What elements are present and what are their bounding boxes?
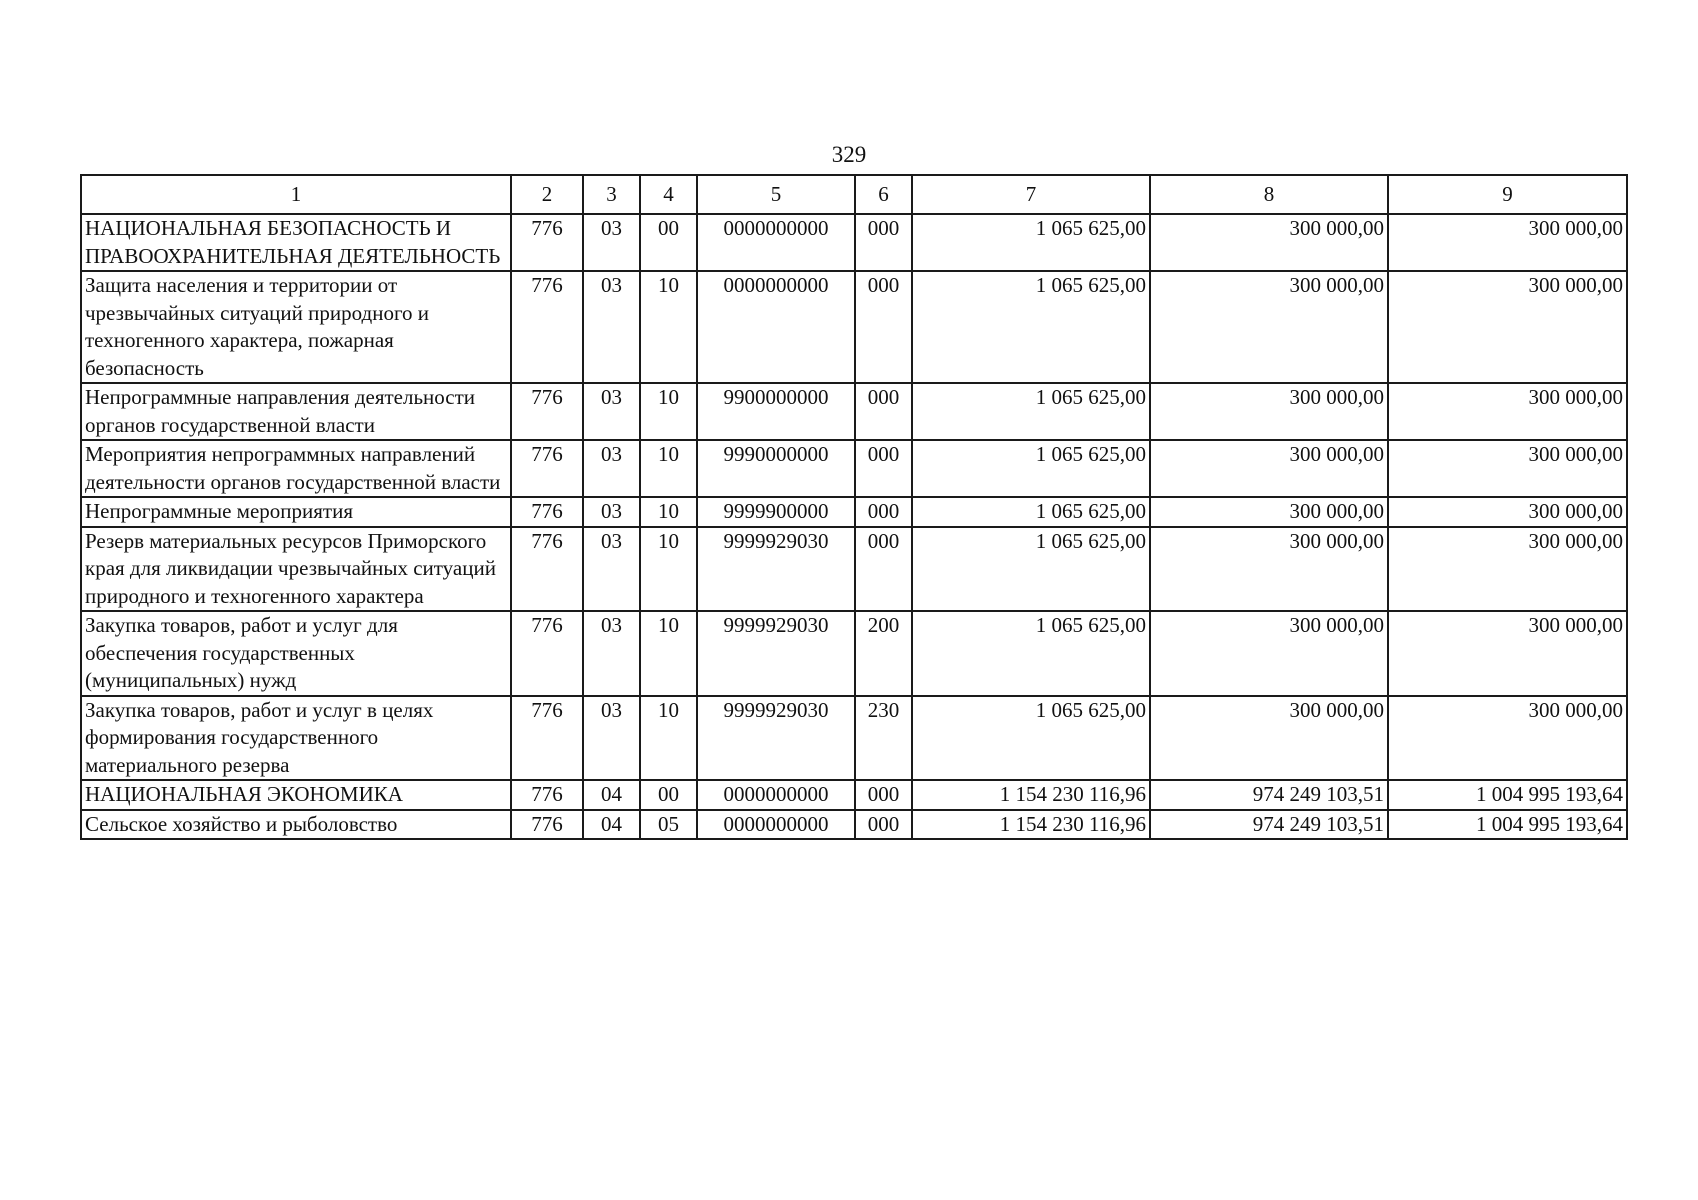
code-cell: 776 xyxy=(511,271,583,383)
code-cell: 9999900000 xyxy=(697,497,855,527)
code-cell: 776 xyxy=(511,214,583,271)
code-cell: 03 xyxy=(583,383,640,440)
header-cell: 7 xyxy=(912,175,1150,214)
header-cell: 4 xyxy=(640,175,697,214)
amount-cell: 1 065 625,00 xyxy=(912,440,1150,497)
row-name: Закупка товаров, работ и услуг в целях формирования государственного материального резерва xyxy=(81,696,511,781)
amount-cell: 300 000,00 xyxy=(1388,440,1627,497)
code-cell: 000 xyxy=(855,440,912,497)
code-cell: 000 xyxy=(855,527,912,612)
amount-cell: 974 249 103,51 xyxy=(1150,780,1388,810)
amount-cell: 1 065 625,00 xyxy=(912,611,1150,696)
code-cell: 776 xyxy=(511,383,583,440)
amount-cell: 300 000,00 xyxy=(1388,271,1627,383)
table-row xyxy=(81,497,1627,527)
code-cell: 000 xyxy=(855,780,912,810)
code-cell: 03 xyxy=(583,527,640,612)
code-cell: 03 xyxy=(583,271,640,383)
amount-cell: 300 000,00 xyxy=(1150,527,1388,612)
amount-cell: 974 249 103,51 xyxy=(1150,810,1388,840)
table-row xyxy=(81,611,1627,696)
row-name: Сельское хозяйство и рыболовство xyxy=(81,810,511,840)
row-name: Резерв материальных ресурсов Приморского края для ликвидации чрезвычайных ситуаций природного и техногенного характера xyxy=(81,527,511,612)
code-cell: 10 xyxy=(640,497,697,527)
header-cell: 6 xyxy=(855,175,912,214)
amount-cell: 300 000,00 xyxy=(1388,497,1627,527)
table-row xyxy=(81,440,1627,497)
code-cell: 9999929030 xyxy=(697,527,855,612)
amount-cell: 300 000,00 xyxy=(1388,696,1627,781)
row-name: Непрограммные направления деятельности органов государственной власти xyxy=(81,383,511,440)
page-number: 329 xyxy=(831,142,867,167)
amount-cell: 300 000,00 xyxy=(1150,497,1388,527)
row-name: Закупка товаров, работ и услуг для обеспечения государственных (муниципальных) нужд xyxy=(81,611,511,696)
code-cell: 230 xyxy=(855,696,912,781)
code-cell: 10 xyxy=(640,383,697,440)
code-cell: 200 xyxy=(855,611,912,696)
code-cell: 0000000000 xyxy=(697,214,855,271)
code-cell: 000 xyxy=(855,214,912,271)
amount-cell: 1 154 230 116,96 xyxy=(912,810,1150,840)
code-cell: 000 xyxy=(855,497,912,527)
amount-cell: 300 000,00 xyxy=(1150,696,1388,781)
code-cell: 776 xyxy=(511,611,583,696)
table-row xyxy=(81,271,1627,383)
code-cell: 000 xyxy=(855,810,912,840)
code-cell: 04 xyxy=(583,780,640,810)
amount-cell: 1 065 625,00 xyxy=(912,271,1150,383)
amount-cell: 1 065 625,00 xyxy=(912,214,1150,271)
table-row xyxy=(81,214,1627,271)
code-cell: 9900000000 xyxy=(697,383,855,440)
code-cell: 776 xyxy=(511,696,583,781)
amount-cell: 1 065 625,00 xyxy=(912,497,1150,527)
table-row xyxy=(81,383,1627,440)
code-cell: 03 xyxy=(583,696,640,781)
row-name: НАЦИОНАЛЬНАЯ ЭКОНОМИКА xyxy=(81,780,511,810)
table-row xyxy=(81,810,1627,840)
code-cell: 10 xyxy=(640,271,697,383)
code-cell: 776 xyxy=(511,527,583,612)
code-cell: 0000000000 xyxy=(697,780,855,810)
code-cell: 000 xyxy=(855,271,912,383)
table-row xyxy=(81,527,1627,612)
amount-cell: 300 000,00 xyxy=(1150,440,1388,497)
row-name: Мероприятия непрограммных направлений деятельности органов государственной власти xyxy=(81,440,511,497)
header-cell: 8 xyxy=(1150,175,1388,214)
code-cell: 776 xyxy=(511,440,583,497)
code-cell: 05 xyxy=(640,810,697,840)
amount-cell: 300 000,00 xyxy=(1388,383,1627,440)
row-name: Защита населения и территории от чрезвычайных ситуаций природного и техногенного характера, пожарная безопасность xyxy=(81,271,511,383)
code-cell: 00 xyxy=(640,780,697,810)
code-cell: 04 xyxy=(583,810,640,840)
code-cell: 10 xyxy=(640,440,697,497)
code-cell: 9990000000 xyxy=(697,440,855,497)
row-name: Непрограммные мероприятия xyxy=(81,497,511,527)
code-cell: 10 xyxy=(640,696,697,781)
table-row xyxy=(81,696,1627,781)
amount-cell: 300 000,00 xyxy=(1388,611,1627,696)
amount-cell: 300 000,00 xyxy=(1388,527,1627,612)
amount-cell: 1 154 230 116,96 xyxy=(912,780,1150,810)
amount-cell: 1 004 995 193,64 xyxy=(1388,810,1627,840)
code-cell: 00 xyxy=(640,214,697,271)
header-cell: 1 xyxy=(81,175,511,214)
header-cell: 9 xyxy=(1388,175,1627,214)
code-cell: 776 xyxy=(511,780,583,810)
amount-cell: 1 065 625,00 xyxy=(912,696,1150,781)
amount-cell: 1 065 625,00 xyxy=(912,383,1150,440)
code-cell: 03 xyxy=(583,497,640,527)
code-cell: 10 xyxy=(640,527,697,612)
code-cell: 000 xyxy=(855,383,912,440)
header-cell: 5 xyxy=(697,175,855,214)
amount-cell: 1 065 625,00 xyxy=(912,527,1150,612)
amount-cell: 300 000,00 xyxy=(1150,611,1388,696)
amount-cell: 1 004 995 193,64 xyxy=(1388,780,1627,810)
header-cell: 2 xyxy=(511,175,583,214)
code-cell: 776 xyxy=(511,810,583,840)
amount-cell: 300 000,00 xyxy=(1388,214,1627,271)
code-cell: 03 xyxy=(583,214,640,271)
code-cell: 10 xyxy=(640,611,697,696)
code-cell: 9999929030 xyxy=(697,696,855,781)
code-cell: 03 xyxy=(583,611,640,696)
amount-cell: 300 000,00 xyxy=(1150,383,1388,440)
table-row xyxy=(81,780,1627,810)
header-cell: 3 xyxy=(583,175,640,214)
row-name: НАЦИОНАЛЬНАЯ БЕЗОПАСНОСТЬ И ПРАВООХРАНИТЕЛЬНАЯ ДЕЯТЕЛЬНОСТЬ xyxy=(81,214,511,271)
table-header-row xyxy=(81,175,1627,214)
code-cell: 9999929030 xyxy=(697,611,855,696)
budget-table xyxy=(80,174,1628,840)
code-cell: 03 xyxy=(583,440,640,497)
code-cell: 0000000000 xyxy=(697,271,855,383)
code-cell: 776 xyxy=(511,497,583,527)
amount-cell: 300 000,00 xyxy=(1150,214,1388,271)
code-cell: 0000000000 xyxy=(697,810,855,840)
amount-cell: 300 000,00 xyxy=(1150,271,1388,383)
